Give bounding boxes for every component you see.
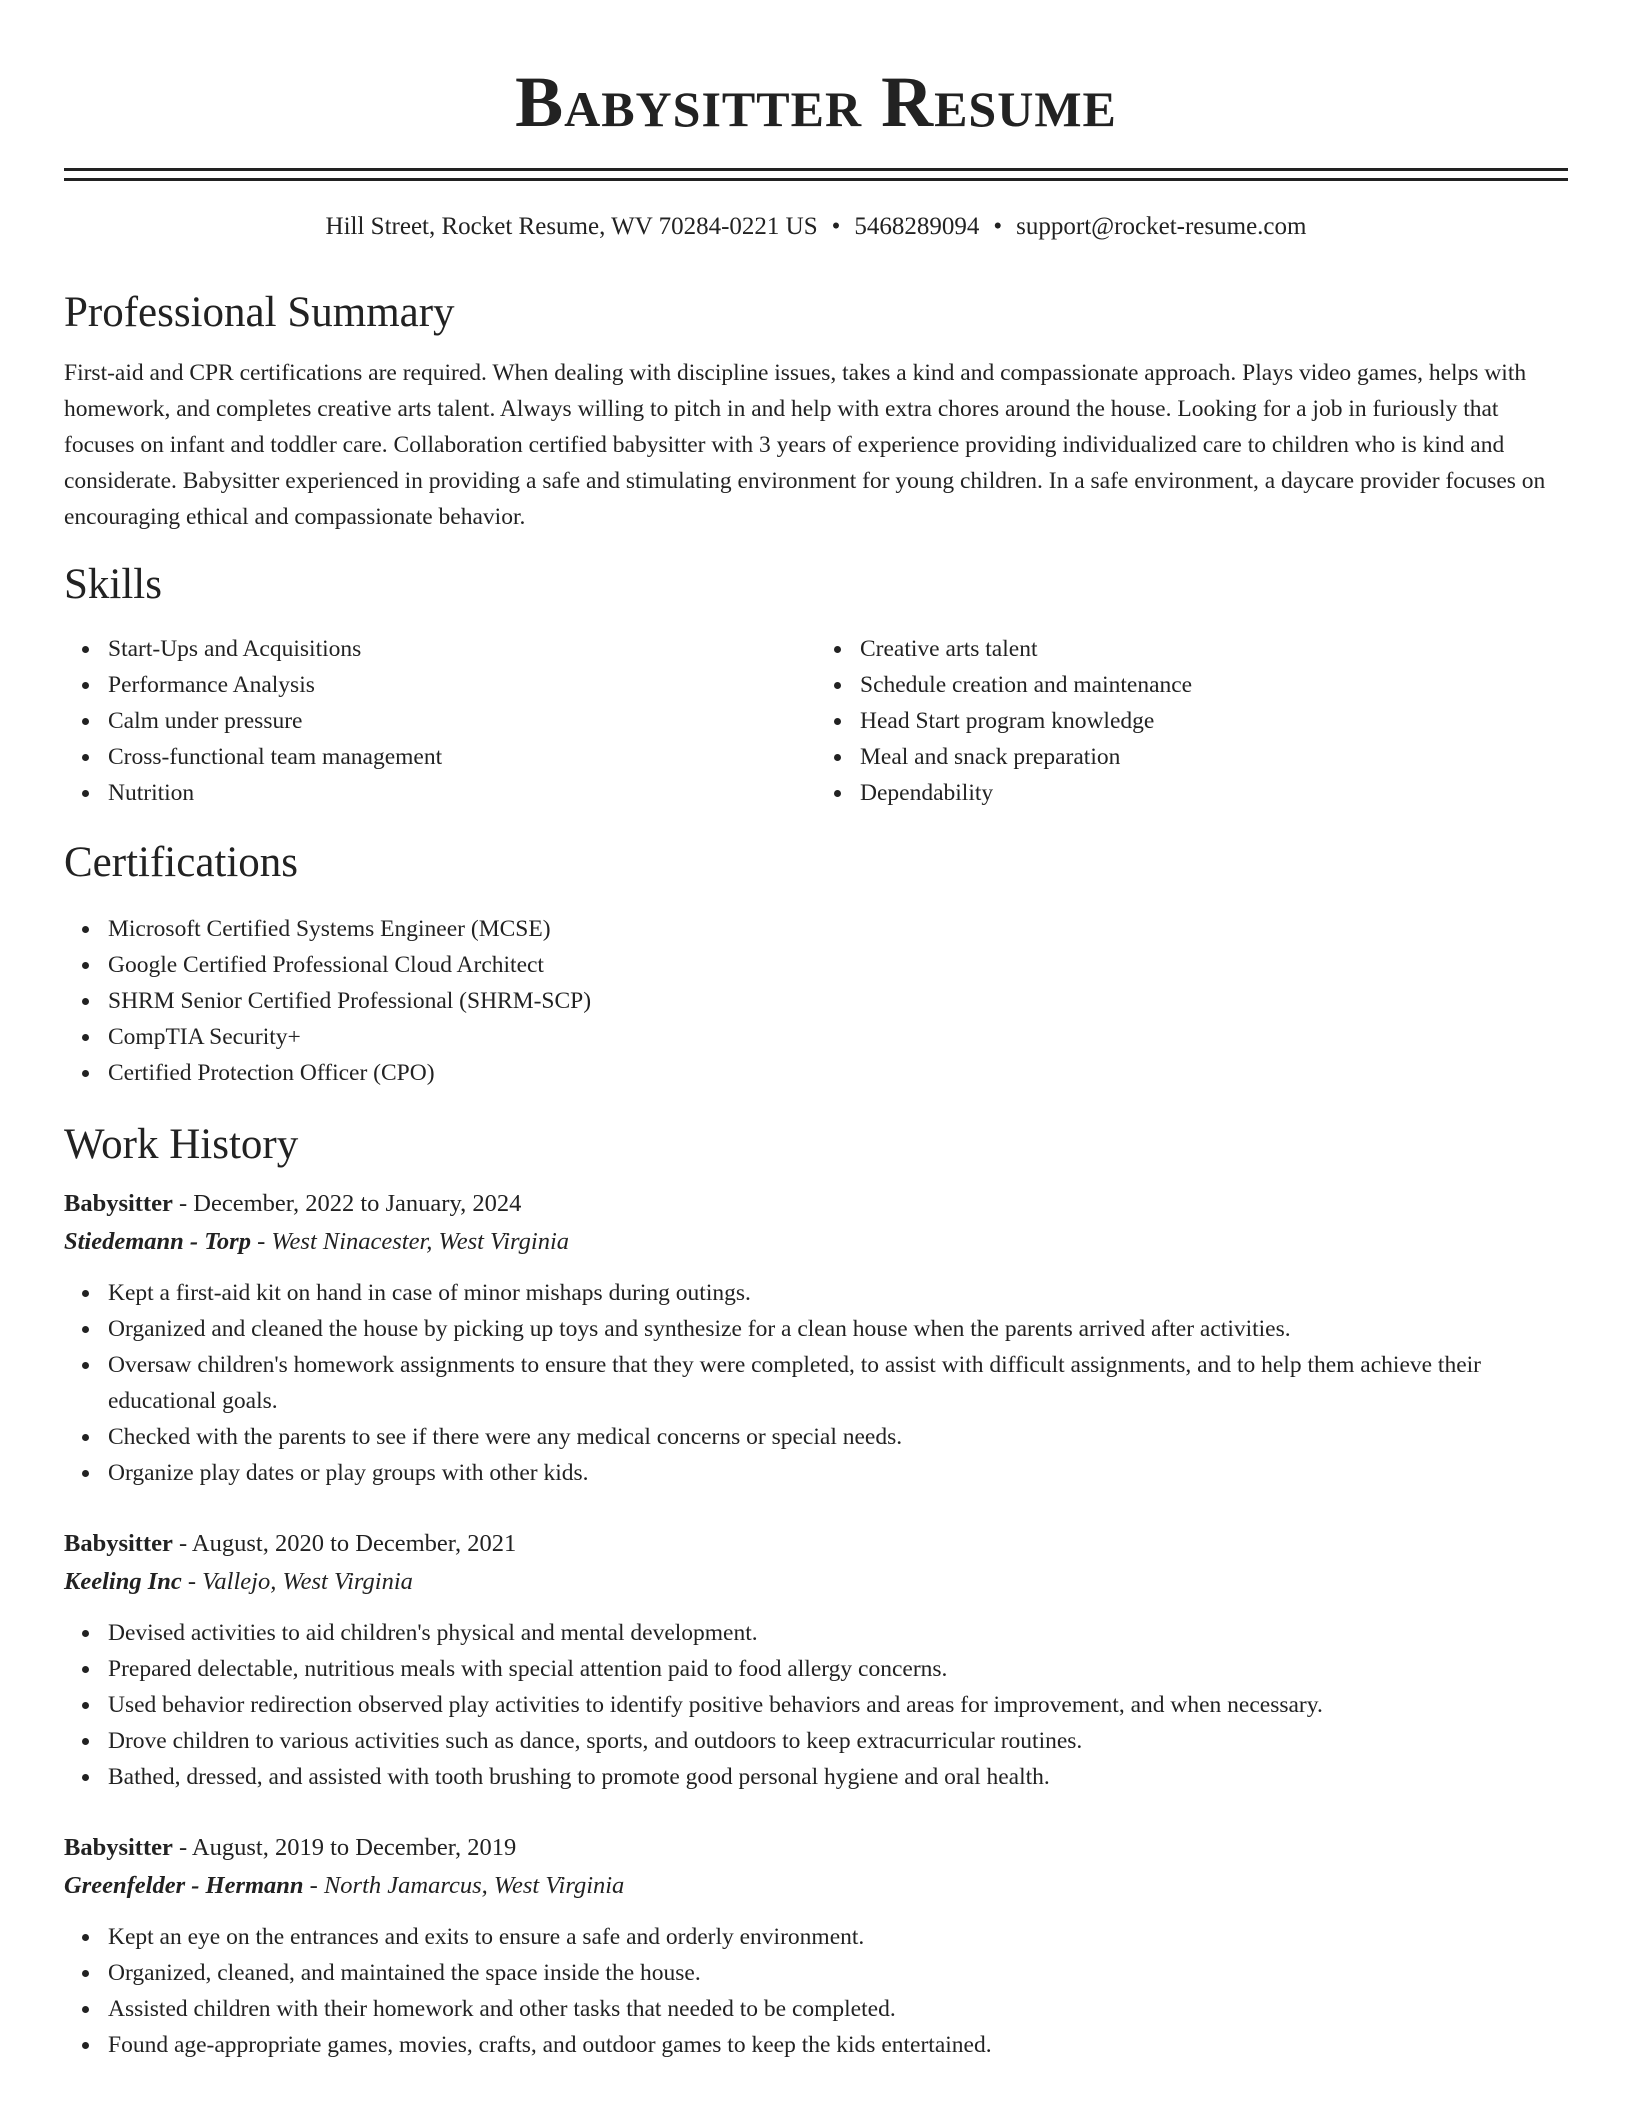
job-company: Stiedemann - Torp [64,1228,251,1255]
title-rule-top [64,168,1568,171]
work-history-heading: Work History [64,1121,299,1168]
job-duty-item: Organized and cleaned the house by picking up toys and synthesize for a clean house when the parents arrived after activities. [108,1311,1568,1347]
skills-list-right [816,631,1568,811]
job-duty-item: Prepared delectable, nutritious meals with special attention paid to food allergy concerns. [108,1651,1568,1687]
job-dates: - August, 2020 to December, 2021 [172,1530,517,1557]
certifications-heading: Certifications [64,839,299,886]
resume-title: Babysitter Resume [515,62,1117,142]
job-title: Babysitter [64,1834,173,1861]
job-company-line [64,1867,1568,1905]
job-duty-item: Organized, cleaned, and maintained the space inside the house. [108,1955,1568,1991]
certification-item: Microsoft Certified Systems Engineer (MCSE) [108,911,1568,947]
contact-separator: • [831,213,841,240]
job-location: - West Ninacester, West Virginia [250,1228,570,1255]
job-duty-item: Used behavior redirection observed play activities to identify positive behaviors and areas for improvement, and when necessary. [108,1687,1568,1723]
skills-list-left [64,631,816,811]
job-duty-item: Kept an eye on the entrances and exits to ensure a safe and orderly environment. [108,1919,1568,1955]
job-duty-item: Kept a first-aid kit on hand in case of minor mishaps during outings. [108,1275,1568,1311]
job-title-line [64,1525,1568,1563]
job-location: - North Jamarcus, West Virginia [303,1872,625,1899]
job-title-line [64,1185,1568,1223]
job-dates: - December, 2022 to January, 2024 [172,1190,522,1217]
title-rule-bottom [64,178,1568,181]
skill-item: Performance Analysis [108,667,816,703]
skill-item: Calm under pressure [108,703,816,739]
job-duty-item: Checked with the parents to see if there were any medical concerns or special needs. [108,1419,1568,1455]
job-duty-item: Devised activities to aid children's physical and mental development. [108,1615,1568,1651]
job-duty-item: Found age-appropriate games, movies, crafts, and outdoor games to keep the kids entertained. [108,2027,1568,2063]
skill-item: Cross-functional team management [108,739,816,775]
job-entry [64,1525,1568,1795]
skill-item: Schedule creation and maintenance [860,667,1568,703]
job-dates: - August, 2019 to December, 2019 [172,1834,517,1861]
job-duties-list [64,1275,1568,1491]
skills-heading: Skills [64,561,162,608]
job-company: Greenfelder - Hermann [64,1872,304,1899]
certifications-list [64,911,1568,1091]
skills-grid [64,631,1568,811]
contact-address: Hill Street, Rocket Resume, WV 70284-0221 US [325,213,818,240]
job-title: Babysitter [64,1190,173,1217]
contact-email: support@rocket-resume.com [1016,213,1307,240]
title-double-rule [64,168,1568,181]
summary-heading: Professional Summary [64,289,455,336]
contact-line [64,211,1568,243]
job-location: - Vallejo, West Virginia [181,1568,413,1595]
certification-item: CompTIA Security+ [108,1019,1568,1055]
skill-item: Head Start program knowledge [860,703,1568,739]
contact-phone: 5468289094 [854,213,980,240]
job-company-line [64,1223,1568,1261]
job-duty-item: Oversaw children's homework assignments to ensure that they were completed, to assist with difficult assignments, and to help them achieve their educational goals. [108,1347,1568,1419]
job-duties-list [64,1615,1568,1795]
job-duties-list [64,1919,1568,2063]
job-title-line [64,1829,1568,1867]
skill-item: Nutrition [108,775,816,811]
skill-item: Meal and snack preparation [860,739,1568,775]
summary-text: First-aid and CPR certifications are required. When dealing with discipline issues, takes a kind and compassionate approach. Plays video games, helps with homework, and completes creative arts talent. Always willing to pitch in and help with extra chores around the house. Looking for a job in furiously that focuses on infant and toddler care. Collaboration certified babysitter with 3 years of experience providing individualized care to children who is kind and considerate. Babysitter experienced in providing a safe and stimulating environment for young children. In a safe environment, a daycare provider focuses on encouraging ethical and compassionate behavior. [64,360,1546,530]
skill-item: Start-Ups and Acquisitions [108,631,816,667]
job-duty-item: Bathed, dressed, and assisted with tooth brushing to promote good personal hygiene and oral health. [108,1759,1568,1795]
skill-item: Dependability [860,775,1568,811]
job-duty-item: Assisted children with their homework and other tasks that needed to be completed. [108,1991,1568,2027]
job-duty-item: Drove children to various activities such as dance, sports, and outdoors to keep extracurricular routines. [108,1723,1568,1759]
certification-item: SHRM Senior Certified Professional (SHRM-SCP) [108,983,1568,1019]
job-entry [64,1185,1568,1491]
job-title: Babysitter [64,1530,173,1557]
skill-item: Creative arts talent [860,631,1568,667]
contact-separator: • [993,213,1003,240]
job-duty-item: Organize play dates or play groups with other kids. [108,1455,1568,1491]
certification-item: Google Certified Professional Cloud Architect [108,947,1568,983]
certification-item: Certified Protection Officer (CPO) [108,1055,1568,1091]
job-company-line [64,1563,1568,1601]
job-entry [64,1829,1568,2063]
job-company: Keeling Inc [64,1568,182,1595]
